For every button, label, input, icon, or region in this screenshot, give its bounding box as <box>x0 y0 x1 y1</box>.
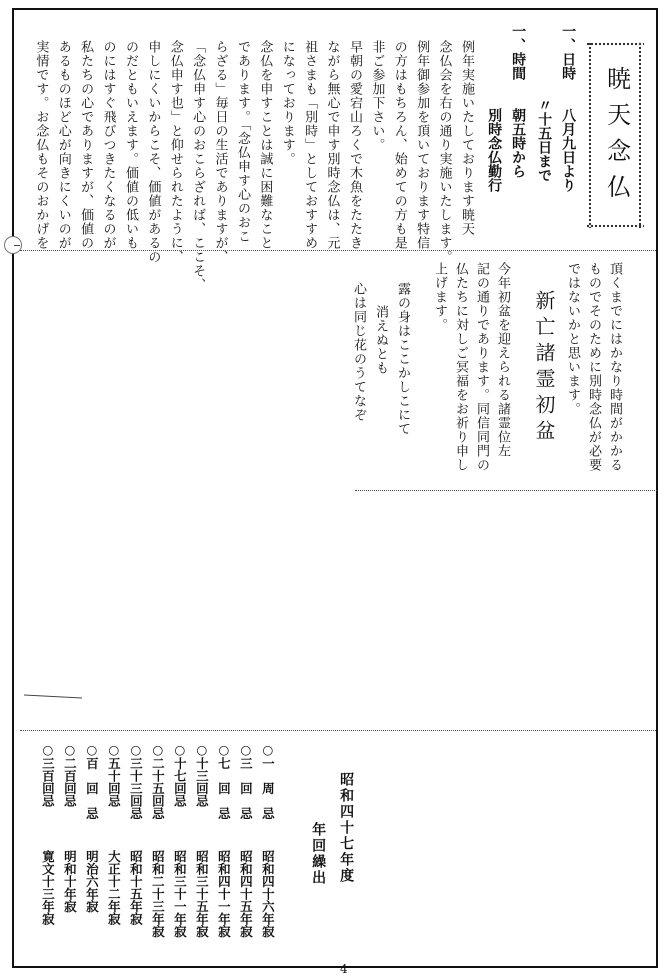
section-divider-top <box>20 250 656 251</box>
body-text-column: 例年御参加を頂いております特信 <box>414 40 430 250</box>
poem-line: 露の身はここかしこにて <box>394 282 410 436</box>
body-text-column: あるものほど心が向きにくいのが <box>55 40 71 250</box>
page-number: 4 <box>340 962 348 976</box>
memorial-kai: ○二十五回忌 <box>150 742 166 820</box>
title-border-left <box>588 42 592 228</box>
body-text-column: 例年実施いたしております暁天 <box>458 40 474 236</box>
body-text-column: 私たちの心でありますが、価値の <box>78 40 94 250</box>
memorial-kai: ○百 回 忌 <box>84 742 100 820</box>
body-text-column: ながら無心で申す別時念仏は、元 <box>324 40 340 250</box>
obon-heading: 新亡諸霊初盆 <box>532 290 556 446</box>
obon-text-column: 今年初盆を迎えられる諸霊位左 <box>494 262 510 458</box>
memorial-year: 昭和四十六年寂 <box>260 850 276 938</box>
memorial-kai: ○三十三回忌 <box>128 742 144 820</box>
time-label: 一、時間 <box>510 24 527 80</box>
memorial-kai: ○三百回忌 <box>40 742 56 807</box>
body-text-column: 早朝の愛宕山ろくで木魚をたたき <box>346 40 362 250</box>
memorial-year: 明治六年寂 <box>84 850 100 913</box>
date-label: 一、日時 <box>560 24 577 80</box>
memorial-year: 昭和二十三年寂 <box>150 850 166 938</box>
memorial-title: 昭和四十七年度 <box>338 772 355 884</box>
memorial-year: 昭和四十一年寂 <box>216 850 232 938</box>
body-text-column: になっております。 <box>279 40 295 166</box>
memorial-year: 昭和四十五年寂 <box>238 850 254 938</box>
continuation-text-column: ではないかと思います。 <box>564 262 580 416</box>
date-line1: 八月九日より <box>560 108 577 192</box>
memorial-year: 昭和十五年寂 <box>128 850 144 925</box>
memorial-subtitle: 年回繰出 <box>310 822 327 886</box>
title-border-right <box>638 42 642 228</box>
poem-line: 消えぬとも <box>372 305 388 375</box>
body-text-column: らざる」毎日の生活でありますが、 <box>212 40 228 264</box>
memorial-kai: ○十三回忌 <box>194 742 210 807</box>
memorial-year: 大正十二年寂 <box>106 850 122 925</box>
date-line2: 〃十五日まで <box>536 98 553 182</box>
section-divider-right <box>355 490 657 491</box>
body-text-column: 念仏を申すことは誠に困難なこと <box>257 40 273 250</box>
memorial-year: 寛文十三年寂 <box>40 850 56 925</box>
body-text-column: のだともいえます。価値の低いも <box>122 40 138 250</box>
memorial-year: 昭和三十五年寂 <box>194 850 210 938</box>
obon-text-column: 上げます。 <box>431 262 447 332</box>
body-text-column: 念仏申す也」と仰せられたように、 <box>167 40 183 264</box>
title-box <box>586 42 644 228</box>
title-border-bottom <box>586 224 644 228</box>
margin-tick <box>14 245 20 246</box>
memorial-kai: ○三 回 忌 <box>238 742 254 820</box>
body-text-column: 非ご参加下さい。 <box>369 40 385 152</box>
obon-text-column: 記の通りであります。同信同門の <box>473 262 489 472</box>
body-text-column: 実情です。お念仏もそのおかげを <box>33 40 49 250</box>
time-line1: 朝五時から <box>510 108 527 178</box>
memorial-kai: ○五十回忌 <box>106 742 122 807</box>
poem-line: 心は同じ花のうてなぞ <box>350 282 366 422</box>
memorial-year: 昭和三十一年寂 <box>172 850 188 938</box>
body-text-column: のにはすぐ飛びつきたくなるのが <box>100 40 116 250</box>
title-border-top <box>586 42 644 46</box>
body-text-column: 念仏会を右の通り実施いたします。 <box>436 40 452 264</box>
continuation-text-column: 頂くまでにはかなり時間がかかる <box>606 262 622 472</box>
continuation-text-column: ものでそのために別時念仏が必要 <box>585 262 601 472</box>
memorial-kai: ○一 周 忌 <box>260 742 276 820</box>
section-divider-bottom <box>20 730 656 731</box>
memorial-kai: ○十七回忌 <box>172 742 188 807</box>
memorial-kai: ○二百回忌 <box>62 742 78 807</box>
body-text-column: 「念仏申す心のおこらざれば、ここそ、 <box>190 40 206 292</box>
memorial-kai: ○七 回 忌 <box>216 742 232 820</box>
page-title: 暁天念仏 <box>602 66 631 210</box>
body-text-column: の方はもちろん、始めての方も是 <box>391 40 407 250</box>
body-text-column: 申しにくいからこそ、価値があるの <box>145 40 161 264</box>
body-text-column: であります。「念仏申す心のおこ <box>234 40 250 244</box>
time-line2: 別時念仏勤行 <box>486 108 503 192</box>
memorial-year: 明和十年寂 <box>62 850 78 913</box>
obon-text-column: 仏たちに対しご冥福をお祈り申し <box>452 262 468 472</box>
body-text-column: 祖さまも「別時」としておすすめ <box>302 40 318 250</box>
